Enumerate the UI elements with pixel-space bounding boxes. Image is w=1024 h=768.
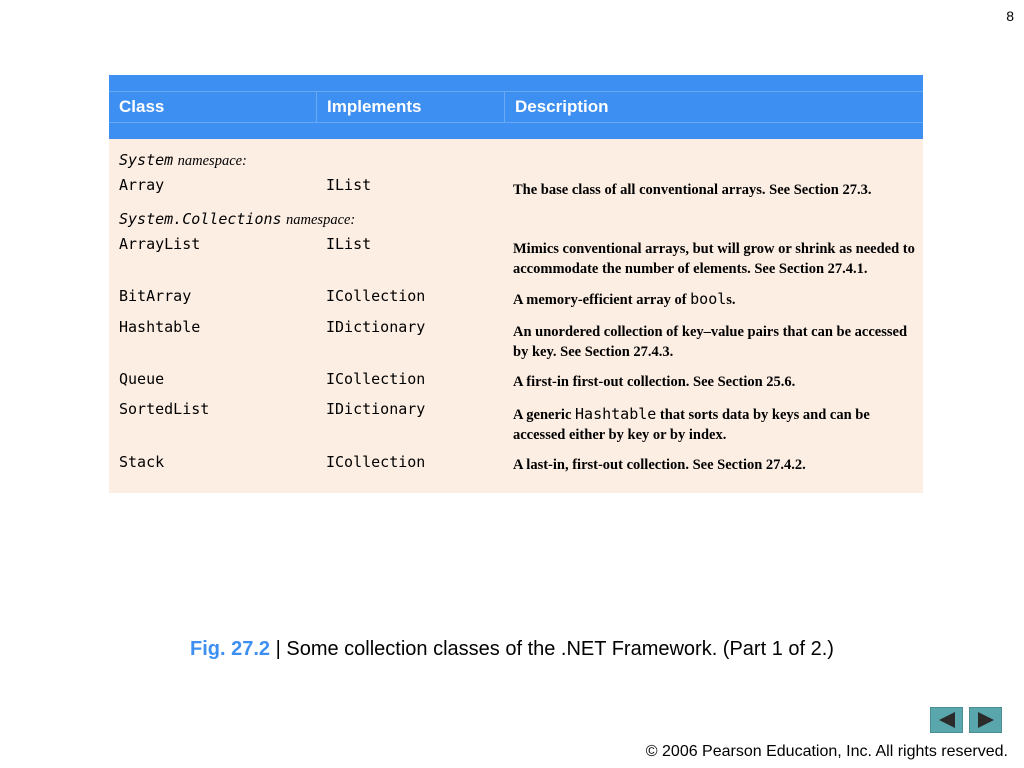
figure-number: Fig. 27.2 bbox=[190, 638, 271, 660]
implements-cell: ICollection bbox=[326, 453, 426, 471]
copyright-notice: © 2006 Pearson Education, Inc. All rights reserved. bbox=[645, 743, 1008, 760]
description-cell: A last-in, first-out collection. See Section 27.4.2. bbox=[513, 457, 806, 473]
description-cell bbox=[503, 400, 923, 445]
description-code: bool bbox=[690, 290, 727, 308]
header-class: Class bbox=[109, 92, 317, 122]
description-cell: Mimics conventional arrays, but will grow or shrink as needed to accommodate the number of elements. See Section 27.4.1. bbox=[513, 241, 915, 277]
slide-navigation bbox=[930, 707, 1002, 733]
table-header-band bbox=[109, 75, 923, 92]
class-cell: Hashtable bbox=[119, 318, 201, 336]
implements-cell: IDictionary bbox=[326, 400, 426, 418]
arrow-left-icon bbox=[936, 711, 958, 729]
namespace-name: System.Collections bbox=[119, 210, 282, 228]
table-body bbox=[109, 139, 923, 493]
description-text: that sorts data by keys and can be accessed either by key or by index. bbox=[513, 407, 870, 443]
page-number: 8 bbox=[1006, 8, 1014, 24]
table-header-row bbox=[109, 92, 923, 123]
description-cell: A first-in first-out collection. See Section 25.6. bbox=[513, 374, 796, 390]
description-text: A generic bbox=[513, 407, 576, 423]
description-text: s. bbox=[726, 292, 736, 308]
namespace-label: namespace: bbox=[177, 153, 247, 169]
table-row bbox=[109, 318, 923, 370]
header-description: Description bbox=[515, 97, 609, 116]
class-cell: Array bbox=[119, 176, 165, 194]
namespace-row bbox=[109, 208, 923, 235]
table-row bbox=[109, 287, 923, 318]
implements-cell: ICollection bbox=[326, 370, 426, 388]
table-row bbox=[109, 235, 923, 287]
collection-classes-table bbox=[109, 75, 923, 493]
class-cell: BitArray bbox=[119, 287, 192, 305]
caption-text: | Some collection classes of the .NET Framework. (Part 1 of 2.) bbox=[270, 638, 834, 660]
figure-caption bbox=[0, 638, 1024, 661]
table-row bbox=[109, 176, 923, 208]
namespace-label: namespace: bbox=[286, 212, 356, 228]
table-header-band bbox=[109, 123, 923, 139]
class-cell: ArrayList bbox=[119, 235, 201, 253]
implements-cell: ICollection bbox=[326, 287, 426, 305]
table-row bbox=[109, 453, 923, 483]
class-cell: SortedList bbox=[119, 400, 210, 418]
next-slide-button[interactable] bbox=[969, 707, 1002, 733]
previous-slide-button[interactable] bbox=[930, 707, 963, 733]
class-cell: Queue bbox=[119, 370, 165, 388]
implements-cell: IList bbox=[326, 176, 372, 194]
description-cell: An unordered collection of key–value pairs that can be accessed by key. See Section 27.4.3. bbox=[513, 324, 908, 360]
description-cell bbox=[503, 287, 923, 310]
implements-cell: IDictionary bbox=[326, 318, 426, 336]
table-row bbox=[109, 400, 923, 453]
description-code: Hashtable bbox=[575, 405, 657, 423]
namespace-name: System bbox=[119, 151, 174, 169]
header-implements: Implements bbox=[317, 92, 505, 122]
implements-cell: IList bbox=[326, 235, 372, 253]
table-row bbox=[109, 370, 923, 400]
arrow-right-icon bbox=[975, 711, 997, 729]
namespace-row bbox=[109, 149, 923, 176]
class-cell: Stack bbox=[119, 453, 165, 471]
description-text: A memory-efficient array of bbox=[513, 292, 691, 308]
description-cell: The base class of all conventional arrays. See Section 27.3. bbox=[513, 182, 872, 198]
